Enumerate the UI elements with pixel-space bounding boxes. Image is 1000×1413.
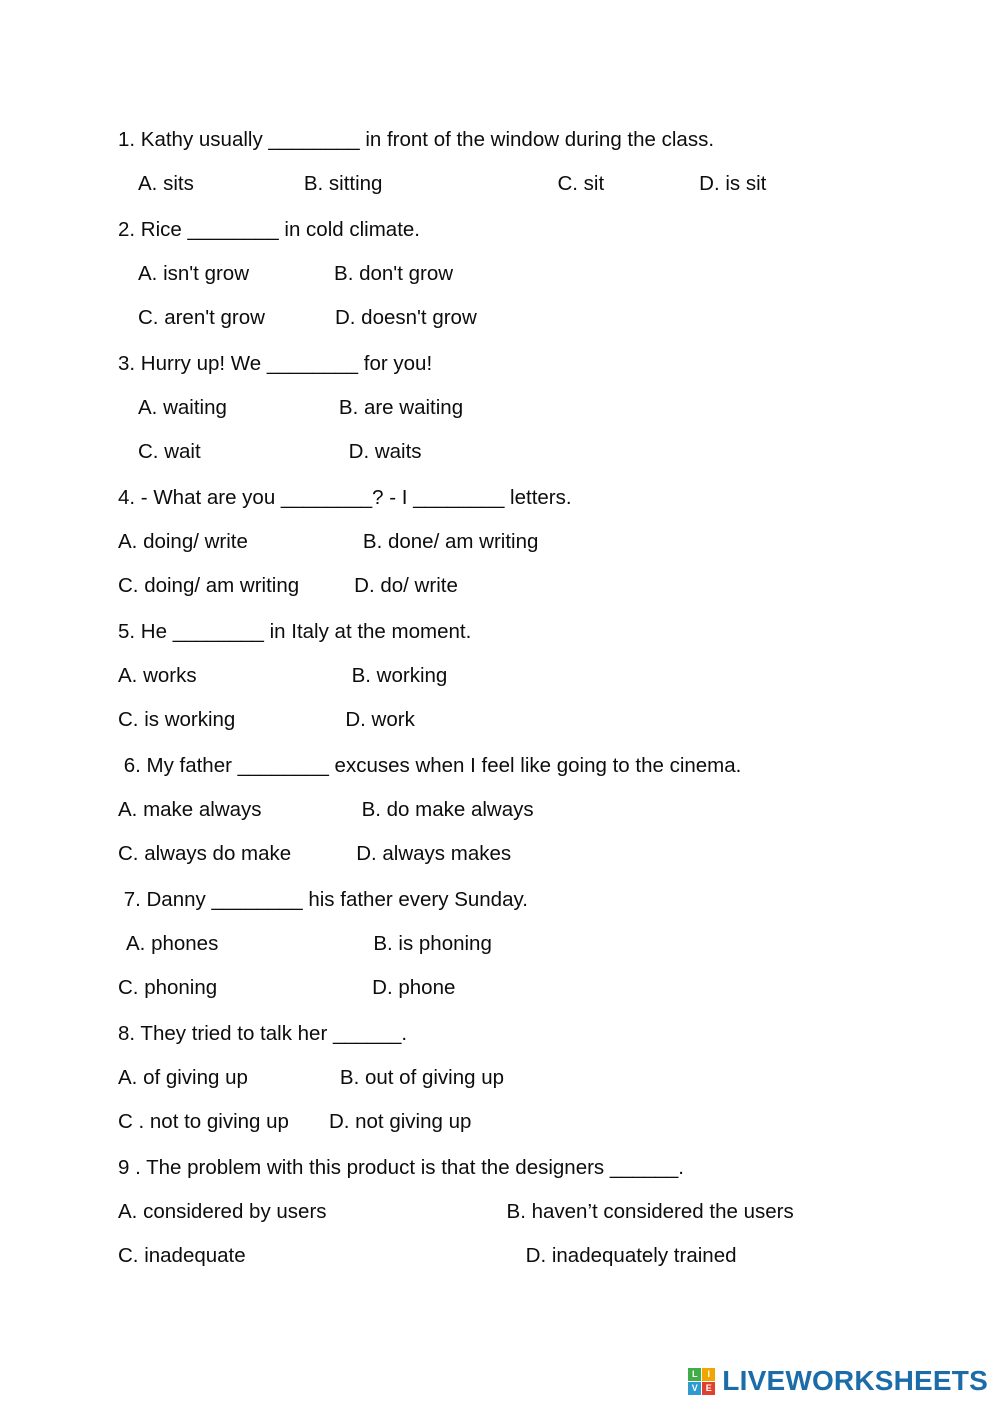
logo-square-i: I	[702, 1368, 715, 1381]
question-block	[118, 610, 908, 742]
option-row	[118, 832, 908, 876]
answer-option[interactable]: B. haven’t considered the users	[506, 1200, 794, 1223]
option-row	[118, 788, 908, 832]
logo-squares-icon	[688, 1368, 715, 1395]
answer-option[interactable]: D. inadequately trained	[525, 1244, 737, 1267]
answer-option[interactable]: D. phone	[372, 976, 456, 999]
option-row	[118, 966, 908, 1010]
question-block	[118, 1012, 908, 1144]
answer-option[interactable]: C. doing/ am writing	[118, 574, 300, 597]
answer-option[interactable]: C. phoning	[118, 976, 218, 999]
answer-option[interactable]: D. work	[345, 708, 415, 731]
answer-option[interactable]: B. out of giving up	[339, 1066, 505, 1089]
question-stem: 9 . The problem with this product is that the designers ______.	[118, 1156, 684, 1179]
option-row	[118, 1190, 908, 1234]
questions-container	[118, 118, 908, 1280]
answer-option[interactable]: A. doing/ write	[118, 530, 248, 553]
answer-option[interactable]: C. inadequate	[118, 1244, 246, 1267]
answer-option[interactable]: C. wait	[138, 440, 201, 463]
answer-option[interactable]: A. works	[118, 664, 197, 687]
option-row	[118, 296, 908, 340]
answer-option[interactable]: D. waits	[348, 440, 422, 463]
option-row	[118, 520, 908, 564]
option-row	[118, 1234, 908, 1278]
answer-option[interactable]: B. are waiting	[338, 396, 464, 419]
option-row	[118, 1100, 908, 1144]
answer-option[interactable]: C. sit	[557, 172, 605, 195]
answer-option[interactable]: D. not giving up	[328, 1110, 472, 1133]
question-stem: 4. - What are you ________? - I ________ letters.	[118, 486, 572, 509]
option-row	[118, 654, 908, 698]
answer-option[interactable]: B. is phoning	[373, 932, 492, 955]
question-block	[118, 476, 908, 608]
answer-option[interactable]: A. isn't grow	[138, 262, 250, 285]
question-stem: 6. My father ________ excuses when I feel like going to the cinema.	[118, 754, 742, 777]
option-row	[118, 162, 908, 206]
question-stem: 3. Hurry up! We ________ for you!	[118, 352, 433, 375]
answer-option[interactable]: A. of giving up	[118, 1066, 248, 1089]
answer-option[interactable]: A. make always	[118, 798, 262, 821]
option-row	[118, 698, 908, 742]
question-block	[118, 118, 908, 206]
option-row	[118, 922, 908, 966]
logo-square-l: L	[688, 1368, 701, 1381]
answer-option[interactable]: A. waiting	[138, 396, 227, 419]
question-stem: 5. He ________ in Italy at the moment.	[118, 620, 472, 643]
logo-square-e: E	[702, 1382, 715, 1395]
answer-option[interactable]: B. do make always	[361, 798, 534, 821]
answer-option[interactable]: A. considered by users	[118, 1200, 327, 1223]
question-block	[118, 878, 908, 1010]
answer-option[interactable]: B. working	[351, 664, 448, 687]
answer-option[interactable]: B. done/ am writing	[362, 530, 539, 553]
option-row	[118, 564, 908, 608]
answer-option[interactable]: B. don't grow	[334, 262, 454, 285]
answer-option[interactable]: D. always makes	[356, 842, 512, 865]
option-row	[118, 1056, 908, 1100]
liveworksheets-logo	[688, 1365, 988, 1397]
question-block	[118, 744, 908, 876]
answer-option[interactable]: D. is sit	[699, 172, 767, 195]
question-stem: 7. Danny ________ his father every Sunday.	[118, 888, 528, 911]
question-stem: 2. Rice ________ in cold climate.	[118, 218, 420, 241]
answer-option[interactable]: C . not to giving up	[118, 1110, 289, 1133]
option-row	[118, 386, 908, 430]
brand-name: LIVEWORKSHEETS	[722, 1365, 988, 1396]
question-block	[118, 342, 908, 474]
answer-option[interactable]: A. sits	[138, 172, 194, 195]
logo-square-v: V	[688, 1382, 701, 1395]
question-block	[118, 208, 908, 340]
answer-option[interactable]: C. always do make	[118, 842, 292, 865]
question-stem: 8. They tried to talk her ______.	[118, 1022, 408, 1045]
answer-option[interactable]: A. phones	[126, 932, 219, 955]
answer-option[interactable]: D. doesn't grow	[334, 306, 477, 329]
option-row	[118, 430, 908, 474]
question-stem: 1. Kathy usually ________ in front of the window during the class.	[118, 128, 715, 151]
answer-option[interactable]: C. aren't grow	[138, 306, 265, 329]
answer-option[interactable]: B. sitting	[303, 172, 383, 195]
answer-option[interactable]: C. is working	[118, 708, 236, 731]
answer-option[interactable]: D. do/ write	[354, 574, 458, 597]
question-block	[118, 1146, 908, 1278]
option-row	[118, 252, 908, 296]
